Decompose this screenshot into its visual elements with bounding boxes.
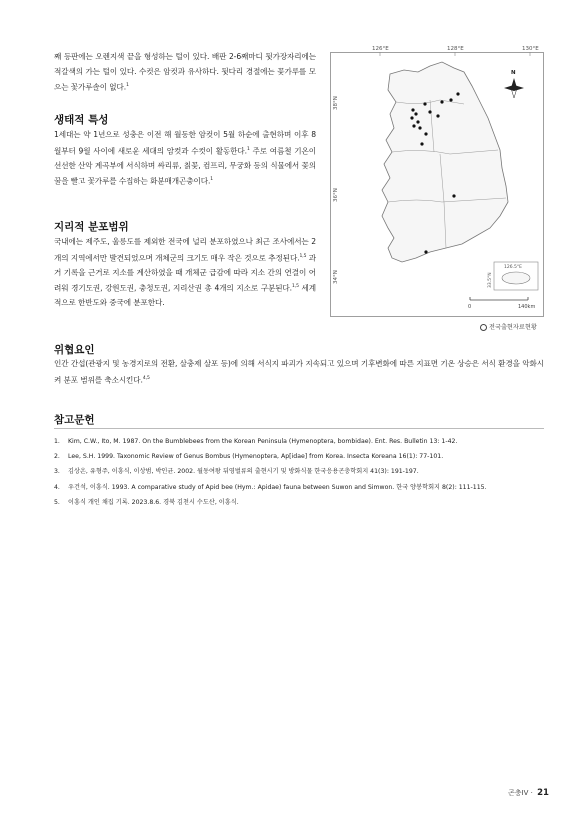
lon-label-130: 130°E xyxy=(522,46,539,52)
page-number: 21 xyxy=(537,788,549,798)
svg-text:126.5°E: 126.5°E xyxy=(504,265,522,270)
lon-label-126: 126°E xyxy=(372,46,389,52)
reference-item: 2. Lee, S.H. 1999. Taxonomic Review of Genus Bombus (Hymenoptera, Ap[idae] from Korea. Insecta Koreana 16(1): 77-101. xyxy=(54,453,444,461)
references-heading: 참고문헌 xyxy=(54,414,95,426)
reference-item: 1. Kim, C.W., Ito, M. 1987. On the Bumblebees from the Korean Peninsula (Hymenoptera, bombidae). Ent. Res. Bulletin 13: 1-42. xyxy=(54,438,458,445)
svg-text:N: N xyxy=(511,70,516,76)
reference-item: 5. 이흥식 개인 채집 기록. 2023.8.6. 경북 김천시 수도산, 이흥식. xyxy=(54,498,239,506)
svg-text:33.5°N: 33.5°N xyxy=(488,272,493,288)
threat-heading: 위협요인 xyxy=(54,344,95,356)
distribution-heading: 지리적 분포범위 xyxy=(54,221,129,233)
threat-paragraph: 인간 간섭(관광지 및 농경지로의 전환, 살충제 살포 등)에 의해 서식지 파괴가 지속되고 있으며 기후변화에 따른 지표면 기온 상승은 서식 환경을 악화시켜 분포 범위를 축소시킨다.$^{4,5}$ xyxy=(54,359,544,385)
svg-text:0: 0 xyxy=(468,304,472,310)
ecology-paragraph: 1세대는 약 1년으로 성충은 이전 해 월동한 암컷이 5월 하순에 출현하며 이후 8월부터 9월 사이에 새로운 세대의 암컷과 수컷이 활동한다.$^1$ 주로 여름철 기온이 선선한 산악 계곡부에 서식하며 싸리류, 칡꽃, 컴프리, 무궁화 등의 식물에서 꽃의 꿀을 빨고 꽃가루를 수집하는 화분매개곤충이다.$^1$ xyxy=(54,130,316,186)
pin-icon xyxy=(480,324,487,331)
lat-label-36: 36°N xyxy=(333,188,339,202)
intro-paragraph: 째 등판에는 오렌지색 끝을 형성하는 털이 있다. 배판 2-6째마디 뒷가장자리에는 적갈색의 가는 털이 있다. 수컷은 암컷과 유사하다. 뒷다리 경절에는 꽃가루를 모으는 꽃가루솔이 없다.$^1$ xyxy=(54,52,316,92)
ecology-heading: 생태적 특성 xyxy=(54,114,109,126)
lat-label-38: 38°N xyxy=(333,96,339,110)
section-label: 곤충IV xyxy=(508,789,529,797)
reference-item: 4. 우건석, 이흥식. 1993. A comparative study of Apid bee (Hym.: Apidae) fauna between Suwon and Simwon. 한국 양봉학회지 8(2): 111-115. xyxy=(54,483,487,491)
reference-item: 3. 김상온, 유형주, 이흥식, 이상범, 박인균. 2002. 월동여왕 뒤영벌류의 출현시기 및 방화식물 한국응용곤충학회지 41(3): 191-197. xyxy=(54,468,419,476)
lon-label-128: 128°E xyxy=(447,46,464,52)
distribution-paragraph: 국내에는 제주도, 울릉도를 제외한 전국에 널리 분포하였으나 최근 조사에서는 2개의 지역에서만 발견되었으며 개체군의 크기도 매우 작은 것으로 추정된다.$^{1,5}$ 과거 기록을 근거로 지소를 계산하였을 때 개체군 급감에 따라 지소 간의 연결이 어려워 경기도권, 강원도권, 충청도권, 지리산권 총 4개의 지소로 구분된다.$^{1,5}$ 세계적으로 한반도와 중국에 분포한다. xyxy=(54,237,316,308)
distribution-map xyxy=(330,46,544,317)
jeju-inset xyxy=(487,262,538,290)
references-divider xyxy=(54,428,544,429)
references-list xyxy=(54,434,544,510)
lat-label-34: 34°N xyxy=(333,270,339,284)
svg-text:140km: 140km xyxy=(518,304,536,310)
map-caption: 전국출현자료현황 xyxy=(480,322,537,331)
page-footer: 곤충IV · 21 xyxy=(508,788,549,798)
